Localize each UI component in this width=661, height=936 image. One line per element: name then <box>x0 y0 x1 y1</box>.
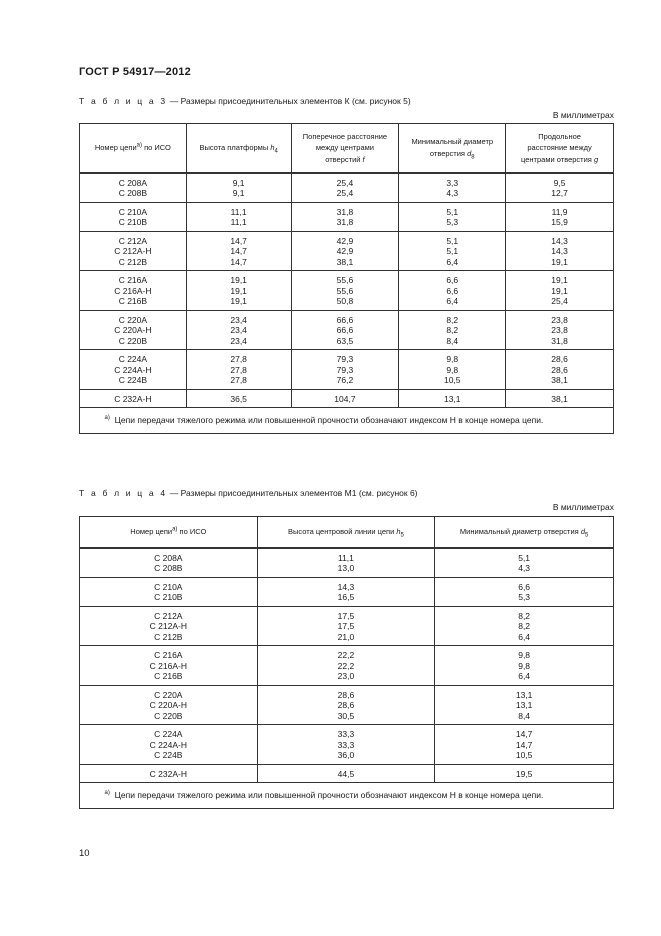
table3-cell-h4 <box>186 173 291 203</box>
cell-value: 3,3 <box>446 177 459 188</box>
cell-value: 55,6 <box>336 275 354 285</box>
cell-value: С 212А <box>118 235 148 246</box>
table4-cell-h5 <box>257 548 435 578</box>
table3-cell-f <box>291 271 399 311</box>
cell-value: 9,1 <box>232 188 245 198</box>
cell-value: С 224А-Н <box>149 739 187 750</box>
cell-value: С 210В <box>154 592 183 602</box>
cell-value: 22,2 <box>337 660 355 671</box>
cell-value: 66,6 <box>336 325 354 335</box>
cell-value: 13,1 <box>515 689 533 700</box>
table3-cell-g <box>506 231 614 271</box>
cell-value: 38,1 <box>551 375 568 385</box>
cell-value: 14,7 <box>230 246 247 256</box>
cell-value: 6,4 <box>518 671 531 681</box>
table4-header-row <box>80 517 614 548</box>
cell-value: С 208В <box>118 188 148 198</box>
cell-value: С 216В <box>118 296 148 306</box>
table4-cell-chain <box>80 577 258 606</box>
table4-cell-chain <box>80 725 258 765</box>
cell-value: 10,5 <box>515 750 533 760</box>
table4-cell-d5 <box>435 685 614 725</box>
cell-value: 25,4 <box>336 188 354 198</box>
document-header: ГОСТ Р 54917—2012 <box>79 66 191 78</box>
cell-value: 4,3 <box>446 188 459 198</box>
table3-cell-chain <box>80 231 187 271</box>
table4-cell-chain <box>80 548 258 578</box>
table3-footnote <box>80 408 614 434</box>
table3-footnote-mark: а) <box>104 415 110 422</box>
cell-value: 17,5 <box>337 610 355 621</box>
table3-cell-f <box>291 231 399 271</box>
cell-value: 5,1 <box>518 552 531 563</box>
cell-value: С 224А <box>154 729 183 739</box>
table4-header-d5: Минимальный диаметр отверстия $d_5$ <box>435 517 614 548</box>
cell-value: 25,4 <box>336 177 354 188</box>
table4-cell-chain <box>80 646 258 686</box>
table4-cell-d5 <box>435 577 614 606</box>
table4-footnote <box>80 783 614 809</box>
table3-cell-h4 <box>186 271 291 311</box>
cell-value: 9,5 <box>553 177 566 188</box>
cell-value: 36,5 <box>230 393 247 404</box>
table4-cell-chain <box>80 685 258 725</box>
table4-cell-chain <box>80 606 258 646</box>
cell-value: 44,5 <box>337 768 355 779</box>
cell-value: 23,8 <box>551 314 568 325</box>
table3-cell-g <box>506 271 614 311</box>
table3-cell-h4 <box>186 350 291 390</box>
cell-value: 23,4 <box>230 314 247 325</box>
cell-value: 28,6 <box>551 354 568 364</box>
table3-cell-d8 <box>399 310 506 350</box>
cell-value: С 216А <box>118 275 148 285</box>
cell-value: С 216А <box>154 650 183 660</box>
cell-value: 5,1 <box>446 206 459 217</box>
cell-value: 27,8 <box>230 375 247 385</box>
table3-header-f: Поперечное расстояние между центрами отверстий f <box>291 124 399 173</box>
cell-value: С 208А <box>118 177 148 188</box>
table3-caption-text: — Размеры присоединительных элементов К (см. рисунок 5) <box>167 96 411 106</box>
cell-value: С 210А <box>118 206 148 217</box>
cell-value: С 220В <box>154 710 183 721</box>
cell-value: С 232А-Н <box>149 768 187 779</box>
cell-value: 11,9 <box>551 206 568 217</box>
cell-value: 28,6 <box>551 364 568 375</box>
cell-value: 16,5 <box>337 592 355 602</box>
cell-value: 6,6 <box>446 275 459 285</box>
table4-header-chain: Номер цепи$^{а)}$ по ИСО <box>80 517 258 548</box>
cell-value: С 208А <box>154 552 183 563</box>
table3-cell-g <box>506 350 614 390</box>
cell-value: 28,6 <box>337 689 355 700</box>
table4-header-h5: Высота центровой линии цепи $h_5$ <box>257 517 435 548</box>
cell-value: 19,1 <box>230 275 247 285</box>
table3-caption-label: Т а б л и ц а 3 <box>79 96 168 106</box>
table3-cell-chain <box>80 202 187 231</box>
cell-value: С 220А-Н <box>149 700 187 710</box>
cell-value: 42,9 <box>336 235 354 246</box>
table4-footnote-mark: а) <box>104 790 110 797</box>
cell-value: 17,5 <box>337 621 355 631</box>
cell-value: 79,3 <box>336 354 354 364</box>
cell-value: 19,1 <box>230 285 247 296</box>
cell-value: 8,2 <box>518 621 531 631</box>
table3-cell-d8 <box>399 173 506 203</box>
table3-cell-h4 <box>186 231 291 271</box>
table3-cell-chain <box>80 310 187 350</box>
cell-value: 14,3 <box>337 581 355 592</box>
cell-value: 8,2 <box>446 314 459 325</box>
table4-cell-d5 <box>435 606 614 646</box>
table4-footnote-text: Цепи передачи тяжелого режима или повышенной прочности обозначают индексом Н в конце номера цепи. <box>114 790 544 800</box>
cell-value: 31,8 <box>551 335 568 346</box>
table-row <box>80 271 614 311</box>
cell-value: 19,1 <box>551 256 568 267</box>
cell-value: 30,5 <box>337 710 355 721</box>
page-number: 10 <box>79 848 90 859</box>
table3-cell-chain <box>80 271 187 311</box>
cell-value: С 224В <box>154 750 183 760</box>
cell-value: 8,4 <box>518 710 531 721</box>
cell-value: 14,7 <box>515 729 533 739</box>
cell-value: С 216В <box>154 671 183 681</box>
table3-header-h4: Высота платформы $h_4$ <box>186 124 291 173</box>
cell-value: 76,2 <box>336 375 354 385</box>
cell-value: 23,8 <box>551 325 568 335</box>
table3-units: В миллиметрах <box>552 110 614 120</box>
cell-value: 9,8 <box>446 354 459 364</box>
table3-cell-g <box>506 173 614 203</box>
table-row <box>80 548 614 578</box>
cell-value: 23,4 <box>230 335 247 346</box>
table3-cell-h4 <box>186 310 291 350</box>
cell-value: 14,7 <box>230 256 247 267</box>
table4-cell-h5 <box>257 577 435 606</box>
table4-cell-h5 <box>257 646 435 686</box>
cell-value: 33,3 <box>337 739 355 750</box>
table3-cell-f <box>291 202 399 231</box>
table3-cell-d8 <box>399 271 506 311</box>
table3-cell-h4 <box>186 389 291 408</box>
table3-header-chain: Номер цепи$^{а)}$ по ИСО <box>80 124 187 173</box>
cell-value: С 224В <box>118 375 148 385</box>
cell-value: 9,8 <box>518 650 531 660</box>
cell-value: 19,1 <box>551 285 568 296</box>
table4-caption-label: Т а б л и ц а 4 <box>79 488 168 498</box>
cell-value: 8,4 <box>446 335 459 346</box>
cell-value: С 232А-Н <box>114 393 152 404</box>
cell-value: 8,2 <box>518 610 531 621</box>
table3-cell-h4 <box>186 202 291 231</box>
cell-value: 22,2 <box>337 650 355 660</box>
table4-cell-chain <box>80 764 258 783</box>
table4 <box>79 516 614 809</box>
table4-units: В миллиметрах <box>552 502 614 512</box>
cell-value: 55,6 <box>336 285 354 296</box>
table3-cell-f <box>291 310 399 350</box>
table-row <box>80 173 614 203</box>
cell-value: 6,4 <box>446 256 459 267</box>
cell-value: 11,1 <box>230 206 247 217</box>
cell-value: С 220А <box>118 314 148 325</box>
cell-value: 27,8 <box>230 364 247 375</box>
table3-caption <box>79 96 411 106</box>
table-row <box>80 764 614 783</box>
table4-cell-h5 <box>257 685 435 725</box>
cell-value: С 220В <box>118 335 148 346</box>
cell-value: С 212В <box>154 631 183 642</box>
cell-value: 15,9 <box>551 217 568 227</box>
table4-cell-d5 <box>435 646 614 686</box>
cell-value: 31,8 <box>336 217 354 227</box>
cell-value: С 220А-Н <box>114 325 152 335</box>
table4-cell-d5 <box>435 725 614 765</box>
table-row <box>80 310 614 350</box>
table3-header-g: Продольное расстояние между центрами отверстия g <box>506 124 614 173</box>
cell-value: 42,9 <box>336 246 354 256</box>
cell-value: 31,8 <box>336 206 354 217</box>
table4-cell-d5 <box>435 764 614 783</box>
table4-cell-h5 <box>257 725 435 765</box>
cell-value: 79,3 <box>336 364 354 375</box>
cell-value: 9,1 <box>232 177 245 188</box>
cell-value: 6,6 <box>446 285 459 296</box>
table4-caption <box>79 488 418 498</box>
table3-cell-d8 <box>399 231 506 271</box>
cell-value: 25,4 <box>551 296 568 306</box>
table3-cell-chain <box>80 350 187 390</box>
cell-value: 50,8 <box>336 296 354 306</box>
cell-value: 19,5 <box>515 768 533 779</box>
cell-value: 5,3 <box>446 217 459 227</box>
table3-cell-d8 <box>399 389 506 408</box>
cell-value: 36,0 <box>337 750 355 760</box>
table3-header-d8: Минимальный диаметр отверстия $d_8$ <box>399 124 506 173</box>
cell-value: 21,0 <box>337 631 355 642</box>
cell-value: 10,5 <box>443 375 461 385</box>
cell-value: 27,8 <box>230 354 247 364</box>
cell-value: 104,7 <box>334 393 356 404</box>
cell-value: 4,3 <box>518 563 531 573</box>
cell-value: 66,6 <box>336 314 354 325</box>
table3-cell-f <box>291 350 399 390</box>
cell-value: 9,8 <box>518 660 531 671</box>
table3-cell-chain <box>80 389 187 408</box>
table-row <box>80 646 614 686</box>
cell-value: 63,5 <box>336 335 354 346</box>
cell-value: 11,1 <box>337 552 354 563</box>
table3-footnote-text: Цепи передачи тяжелого режима или повышенной прочности обозначают индексом Н в конце номера цепи. <box>114 415 544 425</box>
table-row <box>80 606 614 646</box>
cell-value: 11,1 <box>230 217 247 227</box>
cell-value: 6,4 <box>446 296 459 306</box>
table3-cell-f <box>291 173 399 203</box>
table4-cell-h5 <box>257 764 435 783</box>
cell-value: 13,1 <box>515 700 533 710</box>
table3-footnote-row <box>80 408 614 434</box>
table3-cell-g <box>506 202 614 231</box>
cell-value: 23,4 <box>230 325 247 335</box>
cell-value: 23,0 <box>337 671 355 681</box>
cell-value: 33,3 <box>337 729 355 739</box>
cell-value: С 224А-Н <box>114 364 152 375</box>
cell-value: 5,1 <box>446 246 459 256</box>
table-row <box>80 350 614 390</box>
cell-value: 19,1 <box>551 275 568 285</box>
cell-value: С 210В <box>118 217 148 227</box>
cell-value: С 216А-Н <box>149 660 187 671</box>
table4-cell-d5 <box>435 548 614 578</box>
cell-value: 14,3 <box>551 246 568 256</box>
cell-value: 19,1 <box>230 296 247 306</box>
table-row <box>80 202 614 231</box>
cell-value: С 212А-Н <box>114 246 152 256</box>
cell-value: 9,8 <box>446 364 459 375</box>
cell-value: С 208В <box>154 563 183 573</box>
table3-cell-d8 <box>399 202 506 231</box>
cell-value: 8,2 <box>446 325 459 335</box>
table3-cell-g <box>506 389 614 408</box>
cell-value: 6,6 <box>518 581 531 592</box>
table-row <box>80 389 614 408</box>
cell-value: С 210А <box>154 581 183 592</box>
table-row <box>80 231 614 271</box>
table-row <box>80 725 614 765</box>
table3-header-row <box>80 124 614 173</box>
table4-cell-h5 <box>257 606 435 646</box>
table3-cell-chain <box>80 173 187 203</box>
cell-value: С 212А-Н <box>149 621 187 631</box>
table3-cell-d8 <box>399 350 506 390</box>
cell-value: 6,4 <box>518 631 531 642</box>
cell-value: 14,7 <box>230 235 247 246</box>
cell-value: 5,3 <box>518 592 531 602</box>
table-row <box>80 577 614 606</box>
cell-value: 38,1 <box>336 256 354 267</box>
cell-value: С 224А <box>118 354 148 364</box>
cell-value: 12,7 <box>551 188 568 198</box>
cell-value: 14,3 <box>551 235 568 246</box>
cell-value: С 216А-Н <box>114 285 152 296</box>
cell-value: 38,1 <box>551 393 568 404</box>
cell-value: С 212В <box>118 256 148 267</box>
cell-value: С 220А <box>154 689 183 700</box>
table3-cell-g <box>506 310 614 350</box>
cell-value: 13,0 <box>337 563 355 573</box>
table4-footnote-row <box>80 783 614 809</box>
table4-caption-text: — Размеры присоединительных элементов М1 (см. рисунок 6) <box>167 488 418 498</box>
table-row <box>80 685 614 725</box>
cell-value: 5,1 <box>446 235 459 246</box>
table3-cell-f <box>291 389 399 408</box>
cell-value: 14,7 <box>515 739 533 750</box>
table3 <box>79 123 614 434</box>
cell-value: 28,6 <box>337 700 355 710</box>
cell-value: 13,1 <box>443 393 461 404</box>
cell-value: С 212А <box>154 610 183 621</box>
